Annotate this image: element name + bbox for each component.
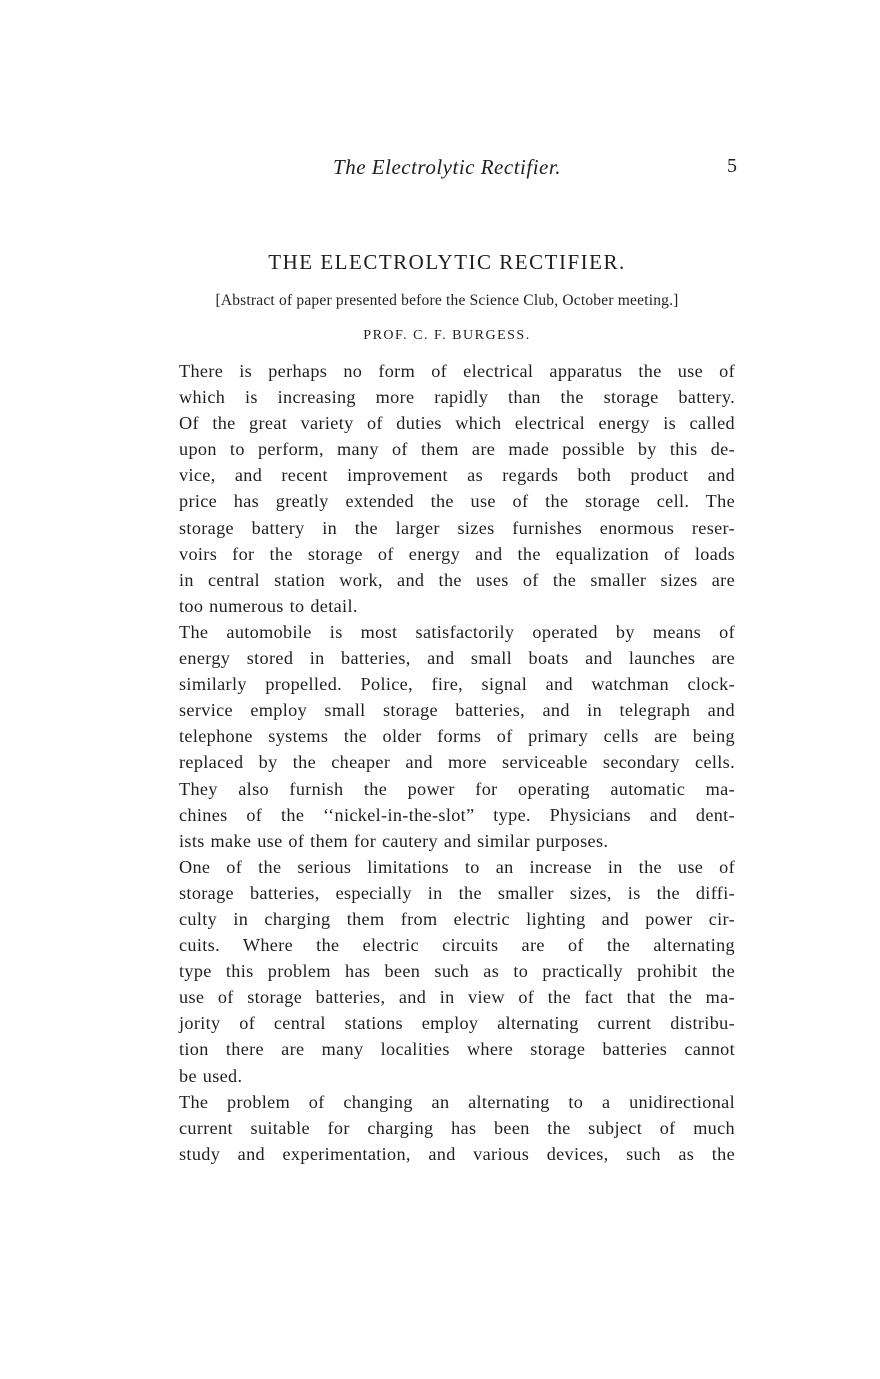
text-line: price has greatly extended the use of the storage cell. The [179, 491, 735, 512]
text-line: storage batteries, especially in the smaller sizes, is the diffi- [179, 882, 735, 903]
text-line: The automobile is most satisfactorily operated by means of [179, 621, 735, 642]
text-line: use of storage batteries, and in view of the fact that the ma- [179, 987, 735, 1008]
page-number: 5 [727, 155, 737, 177]
text-line: tion there are many localities where storage batteries cannot [179, 1039, 735, 1060]
text-line: which is increasing more rapidly than the storage battery. [179, 387, 735, 408]
text-line: ists make use of them for cautery and similar purposes. [179, 830, 609, 851]
text-line: replaced by the cheaper and more serviceable secondary cells. [179, 752, 735, 773]
article-title: THE ELECTROLYTIC RECTIFIER. [268, 250, 626, 274]
paragraph-2 [157, 619, 735, 854]
text-line: cuits. Where the electric circuits are of the alternating [179, 935, 735, 956]
paragraph-1 [157, 358, 735, 619]
text-line: They also furnish the power for operating automatic ma- [179, 778, 735, 799]
text-line: There is perhaps no form of electrical apparatus the use of [179, 361, 735, 381]
text-line: type this problem has been such as to practically prohibit the [179, 961, 735, 982]
text-line: One of the serious limitations to an increase in the use of [179, 856, 735, 877]
text-line: upon to perform, many of them are made possible by this de- [179, 439, 735, 460]
abstract-note: [Abstract of paper presented before the Science Club, October meeting.] [215, 292, 679, 309]
text-line: jority of central stations employ alternating current distribu- [179, 1013, 735, 1034]
text-line: current suitable for charging has been the subject of much [179, 1117, 735, 1138]
text-line: energy stored in batteries, and small boats and launches are [179, 648, 735, 669]
author-byline: PROF. C. F. BURGESS. [363, 328, 531, 343]
text-line: chines of the ‘‘nickel-in-the-slot” type. Physicians and dent- [179, 804, 735, 825]
text-line: similarly propelled. Police, fire, signal and watchman clock- [179, 674, 735, 695]
text-line: study and experimentation, and various devices, such as the [179, 1143, 735, 1164]
running-head [157, 155, 737, 183]
text-line: be used. [179, 1065, 243, 1086]
running-title: The Electrolytic Rectifier. [333, 155, 561, 179]
text-line: too numerous to detail. [179, 595, 358, 616]
article-body [157, 358, 735, 1167]
text-line: Of the great variety of duties which electrical energy is called [179, 413, 735, 434]
paragraph-3 [157, 854, 735, 1089]
text-line: service employ small storage batteries, and in telegraph and [179, 700, 735, 721]
text-line: in central station work, and the uses of the smaller sizes are [179, 569, 735, 590]
text-line: culty in charging them from electric lighting and power cir- [179, 908, 735, 929]
paragraph-4 [157, 1089, 735, 1167]
text-line: voirs for the storage of energy and the equalization of loads [179, 543, 735, 564]
text-line: telephone systems the older forms of primary cells are being [179, 726, 735, 747]
text-line: storage battery in the larger sizes furnishes enormous reser- [179, 517, 735, 538]
text-line: vice, and recent improvement as regards both product and [179, 465, 735, 486]
text-line: The problem of changing an alternating to a unidirectional [179, 1091, 735, 1112]
